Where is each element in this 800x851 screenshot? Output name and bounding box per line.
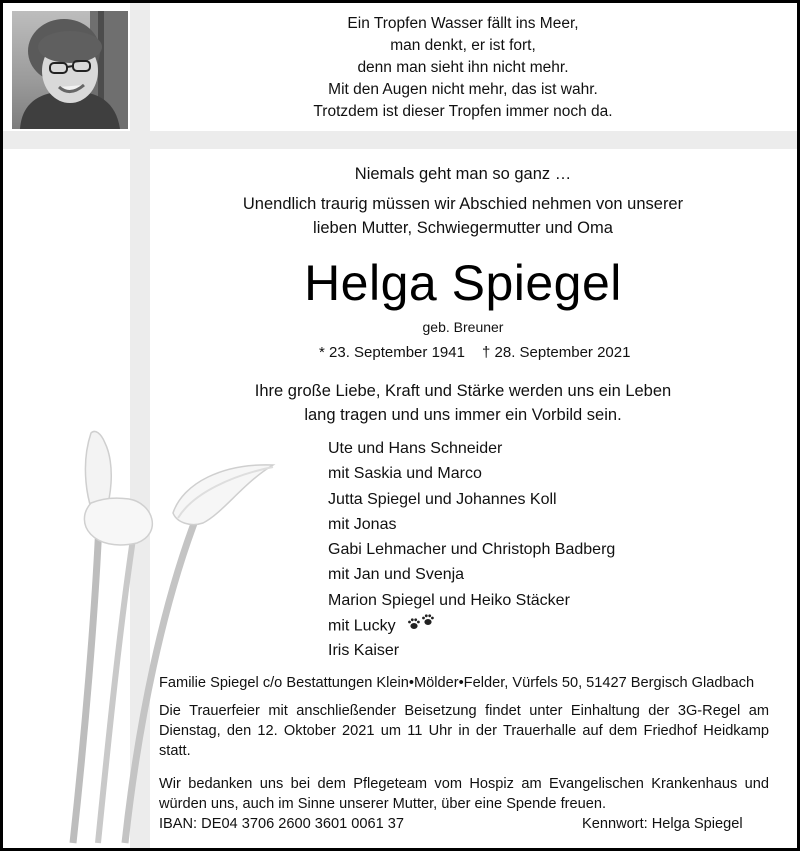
lead-line-2: lieben Mutter, Schwiegermutter und Oma xyxy=(313,219,613,237)
mourner-entry: mit Saskia und Marco xyxy=(328,465,482,483)
mourner-entry: mit Jan und Svenja xyxy=(328,566,465,584)
poem-line: denn man sieht ihn nicht mehr. xyxy=(357,59,569,76)
mourner-entry: Marion Spiegel und Heiko Stäcker xyxy=(328,591,570,609)
mourners-list xyxy=(328,436,615,664)
poem-line: Mit den Augen nicht mehr, das ist wahr. xyxy=(328,81,598,98)
poem-line: Trotzdem ist dieser Tropfen immer noch da. xyxy=(313,103,613,120)
mourner-text: mit Lucky xyxy=(328,617,396,635)
tribute-line-1: Ihre große Liebe, Kraft und Stärke werden uns ein Leben xyxy=(254,382,672,400)
poem-line: man denkt, er ist fort, xyxy=(390,37,536,54)
family-address: Familie Spiegel c/o Bestattungen Klein•Mölder•Felder, Vürfels 50, 51427 Bergisch Gladbach xyxy=(159,675,755,691)
lead-line-1: Unendlich traurig müssen wir Abschied nehmen von unserer xyxy=(242,195,684,213)
cross-horizontal-bar xyxy=(3,131,797,149)
mourner-entry-with-pet xyxy=(328,613,615,638)
mourner-entry: mit Jonas xyxy=(328,515,397,533)
maiden-name: geb. Breuner xyxy=(422,319,504,335)
donation-keyword: Kennwort: Helga Spiegel xyxy=(582,816,743,832)
poem-line: Ein Tropfen Wasser fällt ins Meer, xyxy=(347,15,579,32)
portrait-photo xyxy=(12,11,128,129)
thanks-donation: Wir bedanken uns bei dem Pflegeteam vom Hospiz am Evangelischen Krankenhaus und würden uns, auch im Sinne unserer Mutter, über eine Spende freuen. xyxy=(159,776,769,812)
tribute-line-2: lang tragen und uns immer ein Vorbild sein. xyxy=(304,406,622,424)
poem xyxy=(203,13,723,123)
iban: IBAN: DE04 3706 2600 3601 0061 37 xyxy=(159,816,405,832)
birth-date: * 23. September 1941 xyxy=(319,344,465,361)
mourner-entry: Iris Kaiser xyxy=(328,642,400,660)
paw-prints-icon xyxy=(406,613,436,639)
tribute-text xyxy=(203,379,723,427)
lead-text xyxy=(203,192,723,240)
mourner-entry: Jutta Spiegel und Johannes Koll xyxy=(328,490,557,508)
deceased-name: Helga Spiegel xyxy=(304,255,622,311)
mourner-entry: Ute und Hans Schneider xyxy=(328,440,503,457)
mourner-entry: Gabi Lehmacher und Christoph Badberg xyxy=(328,541,616,559)
ceremony-info: Die Trauerfeier mit anschließender Beisetzung findet unter Einhaltung der 3G-Regel am Dienstag, den 12. Oktober 2021 um 11 Uhr in der Trauerhalle auf dem Friedhof Heidkamp statt. xyxy=(159,703,769,759)
death-date: † 28. September 2021 xyxy=(482,344,631,361)
intro-line: Niemals geht man so ganz … xyxy=(354,165,572,183)
